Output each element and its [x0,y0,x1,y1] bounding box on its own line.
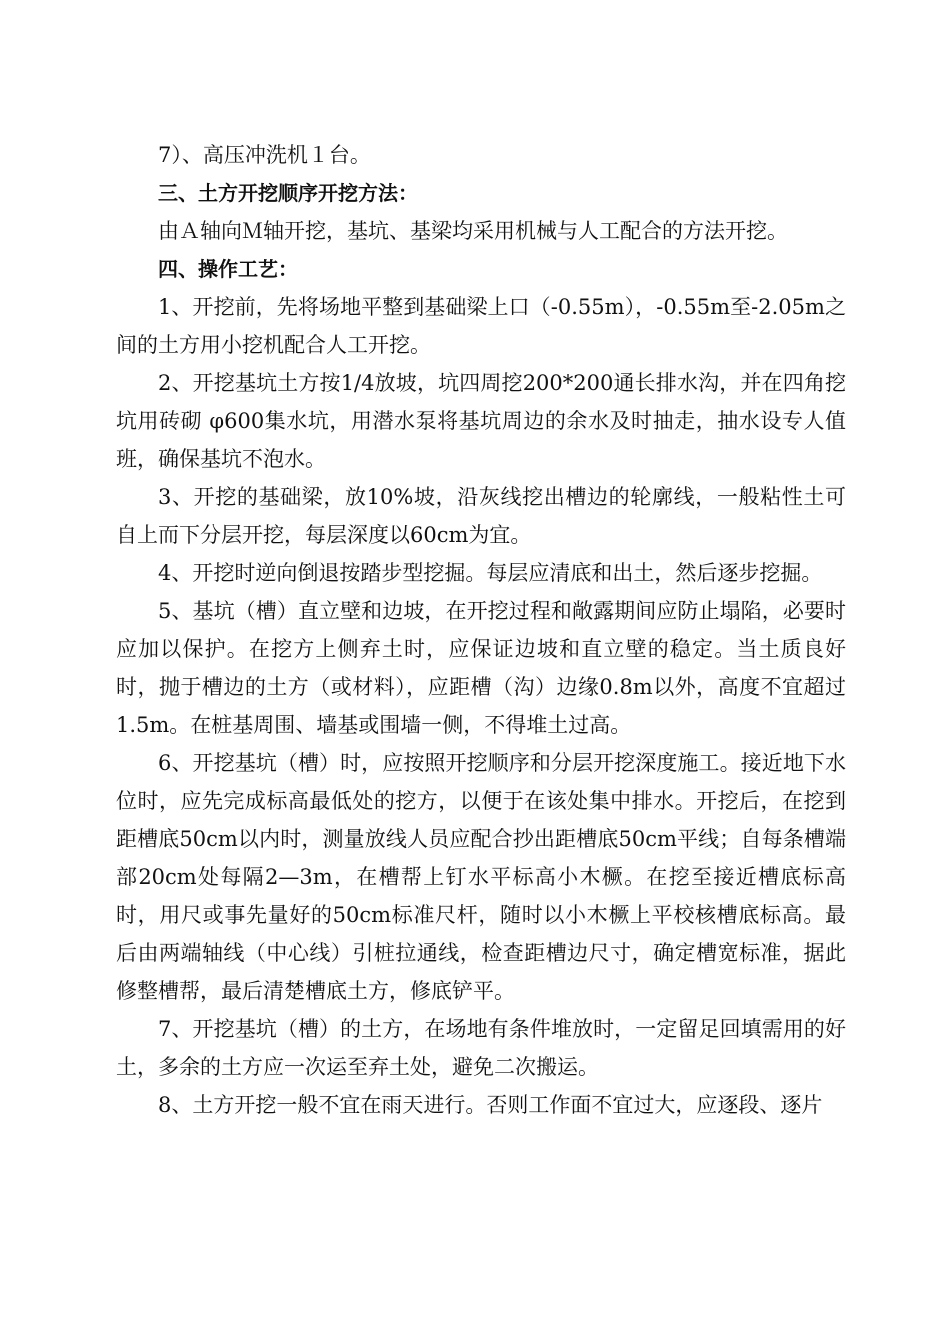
equipment-item-7: 7）、高压冲洗机１台。 [158,143,371,167]
step-4: 4、开挖时逆向倒退按踏步型挖掘。每层应清底和出土，然后逐步挖掘。 [158,561,823,585]
step-3: 3、开挖的基础梁，放10%坡，沿灰线挖出槽边的轮廓线，一般粘性土可自上而下分层开挖，每层深度以60cm为宜。 [116,485,846,547]
step-6: 6、开挖基坑（槽）时，应按照开挖顺序和分层开挖深度施工。接近地下水位时，应先完成标高最低处的挖方，以便于在该处集中排水。开挖后，在挖到距槽底50cm以内时，测量放线人员应配合抄出距槽底50cm平线；自每条槽端部20cm处每隔2—3m，在槽帮上钉水平标高小木橛。在挖至接近槽底标高时，用尺或事先量好的50cm标准尺杆，随时以小木橛上平校核槽底标高。最后由两端轴线（中心线）引桩拉通线，检查距槽边尺寸，确定槽宽标准，据此修整槽帮，最后清楚槽底土方，修底铲平。 [116,751,846,1003]
section-3-body: 由Ａ轴向Ｍ轴开挖，基坑、基梁均采用机械与人工配合的方法开挖。 [158,219,788,243]
step-1: 1、开挖前，先将场地平整到基础梁上口（-0.55m），-0.55m至-2.05m之间的土方用小挖机配合人工开挖。 [116,295,846,357]
section-3-heading: 三、土方开挖顺序开挖方法： [158,181,418,205]
step-8: 8、土方开挖一般不宜在雨天进行。否则工作面不宜过大，应逐段、逐片 [158,1093,823,1117]
step-5: 5、基坑（槽）直立壁和边坡，在开挖过程和敞露期间应防止塌陷，必要时应加以保护。在挖方上侧弃土时，应保证边坡和直立壁的稳定。当土质良好时，抛于槽边的土方（或材料），应距槽（沟）边缘0.8m以外，高度不宜超过1.5m。在桩基周围、墙基或围墙一侧，不得堆土过高。 [116,599,846,737]
step-7: 7、开挖基坑（槽）的土方，在场地有条件堆放时，一定留足回填需用的好土，多余的土方应一次运至弃土处，避免二次搬运。 [116,1017,846,1079]
step-2: 2、开挖基坑土方按1/4放坡，坑四周挖200*200通长排水沟，并在四角挖坑用砖砌 φ600集水坑，用潜水泵将基坑周边的余水及时抽走，抽水设专人值班，确保基坑不泡水。 [116,371,846,471]
section-4-heading: 四、操作工艺： [158,257,298,281]
document-body [116,136,846,1124]
